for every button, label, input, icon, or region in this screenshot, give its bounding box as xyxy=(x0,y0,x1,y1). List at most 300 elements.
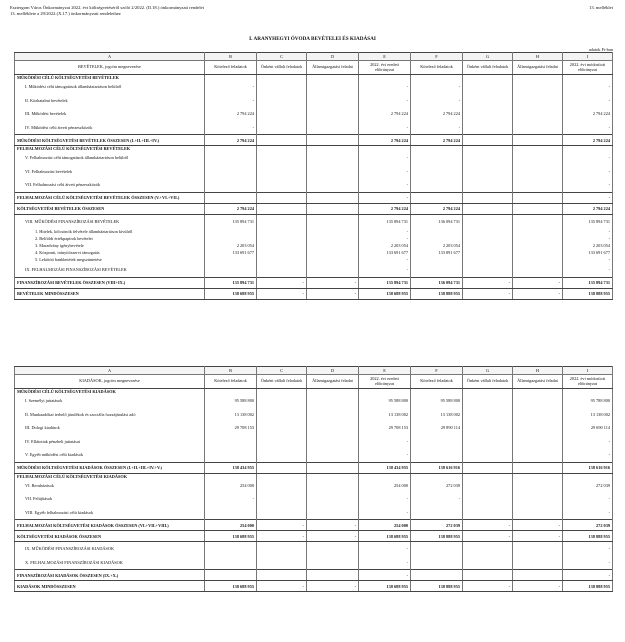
value-cell: 138 688 955 xyxy=(359,581,411,592)
value-cell xyxy=(513,192,563,203)
value-cell: - xyxy=(359,556,411,570)
value-cell: 2 794 224 xyxy=(411,135,463,146)
value-cell: 138 888 955 xyxy=(563,531,613,542)
value-cell xyxy=(307,242,359,249)
value-cell: 254 000 xyxy=(359,520,411,531)
column-letter: H xyxy=(513,53,563,61)
value-cell: 272 039 xyxy=(563,479,613,493)
table-row xyxy=(15,151,613,165)
column-letter: A xyxy=(15,367,205,375)
value-cell: - xyxy=(513,288,563,299)
column-letter: F xyxy=(411,53,463,61)
value-cell xyxy=(307,214,359,228)
column-letter: H xyxy=(513,367,563,375)
value-cell: - xyxy=(205,80,257,94)
row-label: 2. Belföldi értékpapírok bevételei xyxy=(15,235,205,242)
value-cell: - xyxy=(563,165,613,179)
value-cell xyxy=(307,506,359,520)
value-cell: - xyxy=(359,80,411,94)
row-label: IV. Ellátottak pénzbeli juttatásai xyxy=(15,435,205,449)
total-row xyxy=(15,288,613,299)
value-cell xyxy=(513,203,563,214)
row-label: 5. Lekötött bankbetétek megszüntetése xyxy=(15,256,205,263)
value-cell: - xyxy=(359,192,411,203)
value-cell: 2 203 054 xyxy=(205,242,257,249)
value-cell xyxy=(307,435,359,449)
value-cell xyxy=(513,570,563,581)
value-cell: - xyxy=(359,448,411,462)
value-cell xyxy=(513,242,563,249)
value-cell xyxy=(463,228,513,235)
column-header: Államigazgatási feladat xyxy=(307,375,359,389)
value-cell xyxy=(257,165,307,179)
value-cell: - xyxy=(563,506,613,520)
row-label: IX. MŰKÖDÉSI FINANSZÍROZÁSI KIADÁSOK xyxy=(15,542,205,556)
column-letter-row xyxy=(15,367,613,375)
value-cell: - xyxy=(463,277,513,288)
value-cell: 13 138 002 xyxy=(411,408,463,422)
value-cell xyxy=(411,448,463,462)
column-letter: B xyxy=(205,367,257,375)
table-row xyxy=(15,214,613,228)
value-cell xyxy=(257,556,307,570)
value-cell xyxy=(513,235,563,242)
value-cell xyxy=(307,556,359,570)
value-cell xyxy=(463,421,513,435)
column-header: KIADÁSOK, jogcím megnevezése xyxy=(15,375,205,389)
value-cell xyxy=(463,165,513,179)
value-cell xyxy=(257,94,307,108)
column-letter-row xyxy=(15,53,613,61)
value-cell: 138 888 955 xyxy=(563,288,613,299)
value-cell xyxy=(307,492,359,506)
income-table xyxy=(14,52,613,300)
value-cell xyxy=(463,256,513,263)
value-cell xyxy=(257,435,307,449)
table-row xyxy=(15,506,613,520)
value-cell xyxy=(463,94,513,108)
value-cell: 2 203 054 xyxy=(411,242,463,249)
row-label: MŰKÖDÉSI KÖLTSÉGVETÉSI BEVÉTELEK ÖSSZESEN (I.+II.+III.+IV.) xyxy=(15,135,205,146)
value-cell xyxy=(513,435,563,449)
value-cell xyxy=(411,263,463,277)
value-cell: - xyxy=(257,531,307,542)
table-row xyxy=(15,249,613,256)
value-cell: 138 688 955 xyxy=(359,288,411,299)
value-cell: 136 094 731 xyxy=(411,214,463,228)
value-cell: - xyxy=(257,520,307,531)
value-cell xyxy=(463,121,513,135)
value-cell xyxy=(463,408,513,422)
row-label: IX. FELHALMOZÁSI FINANSZÍROZÁSI BEVÉTELEK xyxy=(15,263,205,277)
value-cell: 138 688 955 xyxy=(359,531,411,542)
value-cell xyxy=(463,249,513,256)
value-cell: 272 039 xyxy=(563,520,613,531)
row-label: III. Dologi kiadások xyxy=(15,421,205,435)
value-cell xyxy=(307,235,359,242)
value-cell: - xyxy=(205,94,257,108)
value-cell: 272 039 xyxy=(411,520,463,531)
value-cell: - xyxy=(359,165,411,179)
table-row xyxy=(15,235,613,242)
value-cell xyxy=(411,178,463,192)
value-cell: 29 708 153 xyxy=(359,421,411,435)
value-cell: - xyxy=(205,492,257,506)
value-cell xyxy=(307,479,359,493)
value-cell: - xyxy=(563,435,613,449)
value-cell: - xyxy=(359,492,411,506)
column-header: Önként vállalt feladatok xyxy=(463,375,513,389)
value-cell: - xyxy=(411,121,463,135)
value-cell xyxy=(307,448,359,462)
value-cell xyxy=(463,242,513,249)
value-cell: 135 894 731 xyxy=(563,277,613,288)
value-cell: - xyxy=(563,492,613,506)
value-cell xyxy=(513,421,563,435)
value-cell: 272 039 xyxy=(411,479,463,493)
value-cell: 2 794 224 xyxy=(359,135,411,146)
value-cell xyxy=(307,421,359,435)
annex-label: 13. melléklet xyxy=(589,5,613,10)
column-letter: B xyxy=(205,53,257,61)
table-row xyxy=(15,421,613,435)
value-cell: - xyxy=(359,94,411,108)
table-row xyxy=(15,394,613,408)
value-cell xyxy=(257,178,307,192)
value-cell xyxy=(257,256,307,263)
table-row xyxy=(15,165,613,179)
value-cell xyxy=(513,249,563,256)
value-cell xyxy=(205,263,257,277)
total-row xyxy=(15,203,613,214)
value-cell: 254 000 xyxy=(205,479,257,493)
value-cell: - xyxy=(563,178,613,192)
value-cell: 133 691 677 xyxy=(205,249,257,256)
value-cell xyxy=(513,506,563,520)
value-cell xyxy=(513,462,563,473)
value-cell xyxy=(257,408,307,422)
column-header: Államigazgatási feladat xyxy=(513,61,563,75)
value-cell xyxy=(307,263,359,277)
value-cell xyxy=(257,214,307,228)
table-row xyxy=(15,107,613,121)
value-cell: 138 688 955 xyxy=(205,288,257,299)
value-cell xyxy=(513,121,563,135)
value-cell xyxy=(463,135,513,146)
row-label: 1. Hitelek, kölcsönök felvétele államháztartáson kívülről xyxy=(15,228,205,235)
value-cell: - xyxy=(513,277,563,288)
value-cell xyxy=(513,394,563,408)
value-cell xyxy=(513,214,563,228)
value-cell xyxy=(257,151,307,165)
value-cell: 133 691 677 xyxy=(563,249,613,256)
value-cell: - xyxy=(563,121,613,135)
value-cell xyxy=(307,570,359,581)
value-cell xyxy=(307,135,359,146)
value-cell xyxy=(257,135,307,146)
value-cell xyxy=(205,178,257,192)
value-cell xyxy=(307,256,359,263)
row-label: VIII. Egyéb felhalmozási célú kiadások xyxy=(15,506,205,520)
value-cell xyxy=(513,256,563,263)
table-row xyxy=(15,435,613,449)
value-cell xyxy=(411,235,463,242)
table-row xyxy=(15,256,613,263)
column-header: BEVÉTELEK, jogcím megnevezése xyxy=(15,61,205,75)
value-cell: 2 794 224 xyxy=(359,107,411,121)
value-cell: - xyxy=(563,448,613,462)
row-label: MŰKÖDÉSI KÖLTSÉGVETÉSI KIADÁSOK ÖSSZESEN (I.+II.+III.+IV.+V.) xyxy=(15,462,205,473)
value-cell: - xyxy=(359,178,411,192)
value-cell: - xyxy=(563,235,613,242)
row-label: MŰKÖDÉSI CÉLÚ KÖLTSÉGVETÉSI BEVÉTELEK xyxy=(15,75,205,81)
value-cell xyxy=(307,151,359,165)
total-row xyxy=(15,531,613,542)
value-cell: - xyxy=(359,435,411,449)
value-cell xyxy=(513,448,563,462)
header-line-2: 13. melléklete a 29/2022.(X.17.) önkormányzati rendelethez xyxy=(10,11,121,16)
value-cell xyxy=(307,80,359,94)
column-header: 2022. évi módosított előirányzat xyxy=(563,61,613,75)
value-cell xyxy=(463,542,513,556)
value-cell xyxy=(205,151,257,165)
row-label: V. Egyéb működési célú kiadások xyxy=(15,448,205,462)
value-cell: 133 891 677 xyxy=(411,249,463,256)
column-header: Kötelező feladatok xyxy=(411,375,463,389)
row-label: V. Felhalmozási célú támogatások államháztartáson belülről xyxy=(15,151,205,165)
value-cell xyxy=(205,228,257,235)
value-cell: - xyxy=(359,570,411,581)
value-cell: 29 690 114 xyxy=(563,421,613,435)
value-cell: 135 894 731 xyxy=(205,214,257,228)
value-cell: - xyxy=(307,520,359,531)
table-row xyxy=(15,556,613,570)
column-header: 2022. évi eredeti előirányzat xyxy=(359,61,411,75)
unit-note: adatok Ft-ban xyxy=(588,47,613,52)
value-cell xyxy=(463,151,513,165)
value-cell xyxy=(205,256,257,263)
value-cell xyxy=(307,228,359,235)
value-cell: - xyxy=(411,80,463,94)
value-cell: - xyxy=(359,542,411,556)
total-row xyxy=(15,192,613,203)
value-cell: - xyxy=(463,288,513,299)
table-row xyxy=(15,263,613,277)
value-cell xyxy=(307,178,359,192)
value-cell xyxy=(463,570,513,581)
column-header: Államigazgatási feladat xyxy=(513,375,563,389)
value-cell xyxy=(463,192,513,203)
value-cell xyxy=(411,506,463,520)
value-cell: 29 708 153 xyxy=(205,421,257,435)
value-cell: 254 000 xyxy=(359,479,411,493)
value-cell xyxy=(205,235,257,242)
column-letter: A xyxy=(15,53,205,61)
column-header-row xyxy=(15,61,613,75)
value-cell xyxy=(411,542,463,556)
value-cell xyxy=(307,165,359,179)
column-header: Kötelező feladatok xyxy=(205,375,257,389)
value-cell xyxy=(307,192,359,203)
value-cell xyxy=(463,479,513,493)
table-row xyxy=(15,408,613,422)
value-cell: 135 894 731 xyxy=(563,214,613,228)
total-row xyxy=(15,520,613,531)
value-cell xyxy=(307,462,359,473)
value-cell xyxy=(463,107,513,121)
value-cell: 13 138 002 xyxy=(563,408,613,422)
column-header: Önként vállalt feladatok xyxy=(257,61,307,75)
value-cell xyxy=(307,107,359,121)
value-cell xyxy=(513,80,563,94)
value-cell xyxy=(257,492,307,506)
value-cell xyxy=(205,556,257,570)
total-row xyxy=(15,462,613,473)
row-label: FELHALMOZÁSI CÉLÚ KÖLTSÉGVETÉSI BEVÉTELEK ÖSSZESEN (V.+VI.+VII.) xyxy=(15,192,205,203)
value-cell xyxy=(513,151,563,165)
value-cell xyxy=(257,242,307,249)
value-cell xyxy=(257,192,307,203)
value-cell xyxy=(513,492,563,506)
row-label: FELHALMOZÁSI CÉLÚ KÖLTSÉGVETÉSI KIADÁSOK xyxy=(15,473,205,479)
value-cell xyxy=(463,214,513,228)
value-cell: 138 888 955 xyxy=(411,531,463,542)
value-cell xyxy=(513,408,563,422)
value-cell xyxy=(463,263,513,277)
value-cell: - xyxy=(359,263,411,277)
value-cell xyxy=(307,394,359,408)
value-cell: 95 788 800 xyxy=(563,394,613,408)
total-row xyxy=(15,277,613,288)
value-cell: 138 688 955 xyxy=(205,531,257,542)
value-cell: - xyxy=(307,277,359,288)
value-cell: - xyxy=(463,581,513,592)
value-cell xyxy=(307,542,359,556)
value-cell: 138 434 955 xyxy=(359,462,411,473)
row-label: II. Munkaadókat terhelő járulékok és szociális hozzájárulási adó xyxy=(15,408,205,422)
column-header: Kötelező feladatok xyxy=(205,61,257,75)
column-letter: D xyxy=(307,367,359,375)
value-cell xyxy=(257,263,307,277)
row-label: 4. Központi, irányítószervi támogatás xyxy=(15,249,205,256)
value-cell xyxy=(411,556,463,570)
value-cell: - xyxy=(257,288,307,299)
value-cell: 138 434 955 xyxy=(205,462,257,473)
row-label: I. Személyi juttatások xyxy=(15,394,205,408)
value-cell xyxy=(205,542,257,556)
value-cell xyxy=(307,203,359,214)
value-cell xyxy=(257,479,307,493)
value-cell: - xyxy=(205,121,257,135)
table-row xyxy=(15,94,613,108)
value-cell: - xyxy=(563,228,613,235)
value-cell xyxy=(513,556,563,570)
value-cell: 138 888 955 xyxy=(411,288,463,299)
value-cell: 13 138 002 xyxy=(205,408,257,422)
value-cell: 2 794 224 xyxy=(411,107,463,121)
row-label: VII. Felújítások xyxy=(15,492,205,506)
value-cell: - xyxy=(563,570,613,581)
table-row xyxy=(15,492,613,506)
value-cell xyxy=(257,107,307,121)
value-cell xyxy=(307,121,359,135)
value-cell: - xyxy=(359,506,411,520)
value-cell: - xyxy=(513,520,563,531)
value-cell: 2 794 224 xyxy=(359,203,411,214)
column-letter: F xyxy=(411,367,463,375)
row-label: III. Működési bevételek xyxy=(15,107,205,121)
table-row xyxy=(15,228,613,235)
column-header: Kötelező feladatok xyxy=(411,61,463,75)
value-cell: 2 203 054 xyxy=(359,242,411,249)
row-label: KÖLTSÉGVETÉSI KIADÁSOK ÖSSZESEN xyxy=(15,531,205,542)
value-cell xyxy=(257,228,307,235)
table-row xyxy=(15,448,613,462)
value-cell: 138 616 916 xyxy=(411,462,463,473)
value-cell: - xyxy=(563,80,613,94)
value-cell xyxy=(257,80,307,94)
value-cell xyxy=(257,448,307,462)
value-cell: 2 794 224 xyxy=(205,107,257,121)
value-cell xyxy=(257,570,307,581)
value-cell: - xyxy=(307,288,359,299)
value-cell: - xyxy=(307,581,359,592)
row-label: KIADÁSOK MINDÖSSZESEN xyxy=(15,581,205,592)
row-label: FINANSZÍROZÁSI BEVÉTELEK ÖSSZESEN (VIII+IX.) xyxy=(15,277,205,288)
value-cell xyxy=(307,94,359,108)
value-cell xyxy=(257,506,307,520)
value-cell: - xyxy=(257,581,307,592)
value-cell xyxy=(463,203,513,214)
value-cell: 2 794 224 xyxy=(205,135,257,146)
value-cell: - xyxy=(563,151,613,165)
value-cell xyxy=(257,421,307,435)
value-cell xyxy=(411,435,463,449)
value-cell: 138 688 955 xyxy=(205,581,257,592)
value-cell xyxy=(463,178,513,192)
row-label: IV. Működési célú átvett pénzeszközök xyxy=(15,121,205,135)
value-cell: 136 094 731 xyxy=(411,277,463,288)
row-label: FELHALMOZÁSI CÉLÚ KÖLTSÉGVETÉSI BEVÉTELEK xyxy=(15,146,205,152)
value-cell: 13 138 002 xyxy=(359,408,411,422)
column-header: 2022. évi eredeti előirányzat xyxy=(359,375,411,389)
value-cell xyxy=(257,462,307,473)
value-cell xyxy=(463,492,513,506)
value-cell xyxy=(411,192,463,203)
value-cell: 2 794 224 xyxy=(563,203,613,214)
column-header: 2022. évi módosított előirányzat xyxy=(563,375,613,389)
table-row xyxy=(15,479,613,493)
value-cell xyxy=(463,448,513,462)
value-cell xyxy=(463,556,513,570)
value-cell xyxy=(307,408,359,422)
value-cell: - xyxy=(307,531,359,542)
total-row xyxy=(15,135,613,146)
value-cell: 95 588 800 xyxy=(359,394,411,408)
row-label: VII. Felhalmozási célú átvett pénzeszközök xyxy=(15,178,205,192)
value-cell: 135 894 731 xyxy=(359,214,411,228)
column-letter: G xyxy=(463,367,513,375)
value-cell: - xyxy=(359,228,411,235)
value-cell xyxy=(513,135,563,146)
value-cell xyxy=(513,228,563,235)
value-cell: 138 616 916 xyxy=(563,462,613,473)
value-cell xyxy=(463,462,513,473)
value-cell xyxy=(205,165,257,179)
value-cell: 95 588 800 xyxy=(205,394,257,408)
row-label: I. Működési célú támogatások államháztartáson belülről xyxy=(15,80,205,94)
value-cell: 254 000 xyxy=(205,520,257,531)
